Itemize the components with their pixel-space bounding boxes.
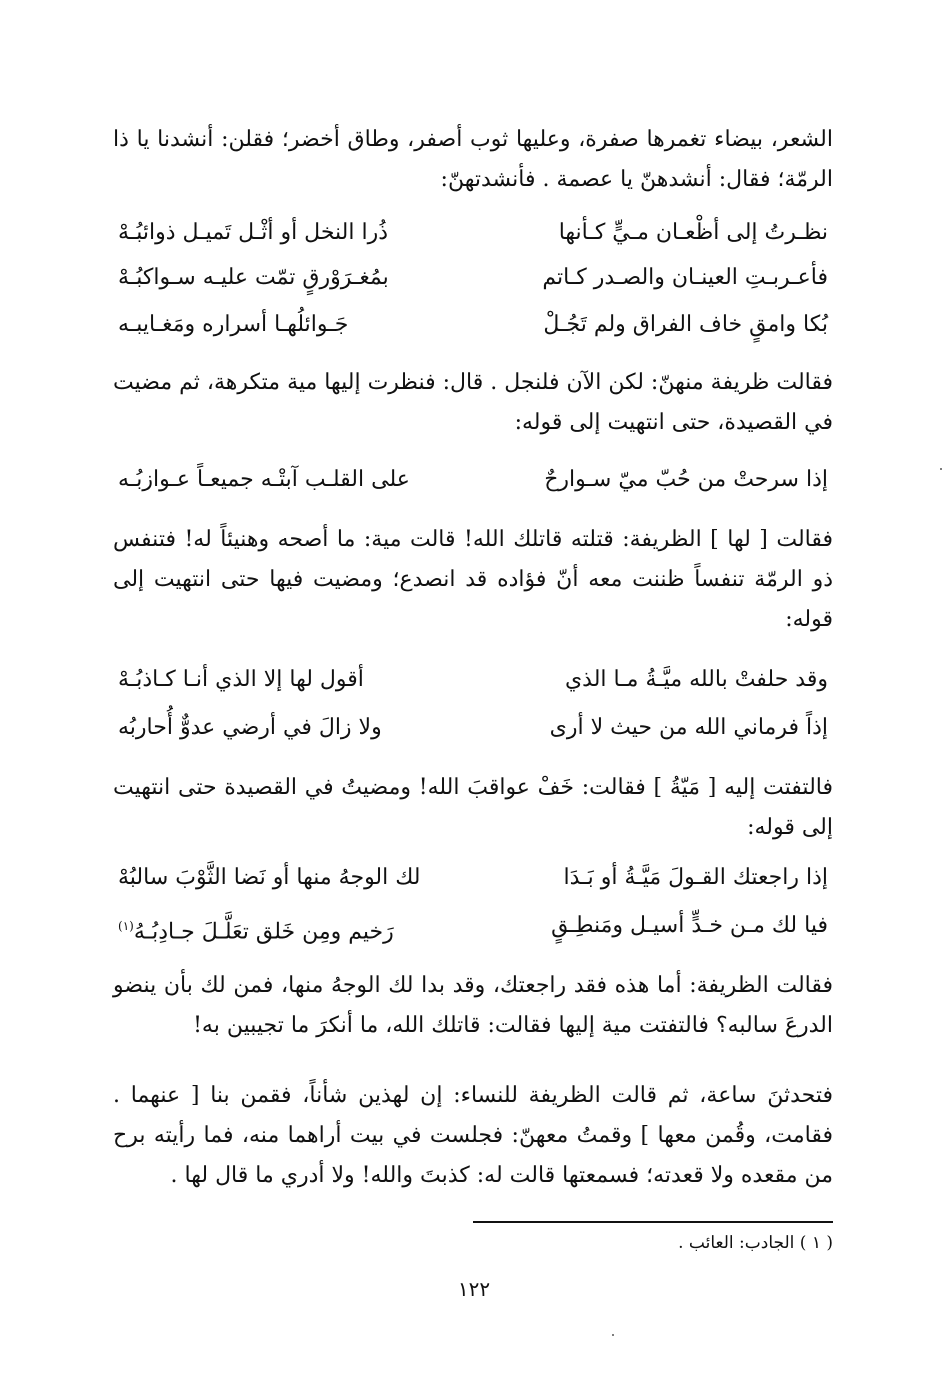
scan-speck bbox=[940, 468, 942, 470]
verse-5-first-hemistich: وقد حلفتْ بالله ميَّـةُ مـا الذي bbox=[564, 667, 828, 692]
verse-3-second-hemistich: جَـوائلُهـا أسراره ومَغـايبـه bbox=[118, 312, 349, 337]
page-number: ١٢٢ bbox=[457, 1277, 491, 1301]
verse-7-first-hemistich: إذا راجعتك القـولَ مَيَّـةُ أو بَـدَا bbox=[563, 865, 828, 890]
verse-7 bbox=[118, 858, 828, 898]
verse-8-first-hemistich: فيا لك مـن خـدٍّ أسيـل ومَنطِـقٍ bbox=[551, 913, 828, 938]
verse-3-first-hemistich: بُكا وامقٍ خاف الفراق ولم تَجُـلْ bbox=[543, 312, 828, 337]
scan-speck bbox=[612, 1334, 614, 1336]
verse-7-second-hemistich: لك الوجهُ منها أو نَضا الثَّوْبَ سالبُهْ bbox=[118, 865, 421, 890]
footnote-separator bbox=[473, 1221, 833, 1223]
paragraph-1: الشعر، بيضاء تغمرها صفرة، وعليها ثوب أصفر، وطاق أخضر؛ فقلن: أنشدنا يا ذا الرمّة؛ فقال: أنشدهنّ يا عصمة . فأنشدتهنّ: bbox=[113, 127, 833, 192]
paragraph-5: فقالت الظريفة: أما هذه فقد راجعتك، وقد بدا لك الوجهُ منها، فمن لك بأن ينضو الدرعَ سالبه؟ فالتفتت مية إليها فقالت: قاتلك الله، ما أنكرَ ما تجيبين به! bbox=[113, 973, 833, 1038]
footnote: ( ١ ) الجادب: العائب . bbox=[678, 1233, 833, 1253]
verse-6 bbox=[118, 708, 828, 748]
verse-4-second-hemistich: على القلـب آبتْـه جميعـاً عـوازبُـه bbox=[118, 467, 410, 492]
verse-5 bbox=[118, 660, 828, 700]
paragraph-6: فتحدثنَ ساعة، ثم قالت الظريفة للنساء: إن لهذين شأناً، فقمن بنا [ عنهما . فقامت، وقُمن معها ] وقمتُ معهنّ: فجلست في بيت أراهما منه، فما رأيته برح من مقعده ولا قعدته؛ فسمعتها قالت له: كذبتَ والله! ولا أدري ما قال لها . bbox=[113, 1083, 833, 1188]
verse-6-second-hemistich: ولا زالَ في أرضي عدوٌّ أُحاربُه bbox=[118, 715, 382, 740]
verse-4 bbox=[118, 460, 828, 500]
verse-3 bbox=[118, 305, 828, 345]
verse-8-second-text: رَخيم ومِن خَلق تعَلَّـلَ جـادِبُـهُ bbox=[133, 919, 394, 945]
verse-6-first-hemistich: إذاً فرماني الله من حيث لا أرى bbox=[549, 715, 828, 740]
verse-1-first-hemistich: نظـرتُ إلى أظْعـان مـيٍّ كـأنها bbox=[558, 220, 828, 245]
verse-1 bbox=[118, 213, 828, 253]
verse-2 bbox=[118, 258, 828, 298]
paragraph-3: فقالت [ لها ] الظريفة: قتلته قاتلك الله! قالت مية: ما أصحه وهنيئاً له! فتنفس ذو الرمّة تنفساً ظننت معه أنّ فؤاده قد انصدع؛ ومضيت فيها حتى انتهيت إلى قوله: bbox=[113, 527, 833, 632]
verse-2-second-hemistich: بمُغـرَوْرقٍ تمّت عليـه سـواكبُـهْ bbox=[118, 265, 389, 290]
verse-1-second-hemistich: ذُرا النخل أو أثْـل تَميـل ذوائبُـهْ bbox=[118, 220, 389, 245]
verse-5-second-hemistich: أقول لها إلا الذي أنـا كـاذبُـهْ bbox=[118, 667, 364, 692]
paragraph-4: فالتفتت إليه [ مَيّةُ ] فقالت: خَفْ عواقبَ الله! ومضيتُ في القصيدة حتى انتهيت إلى قوله: bbox=[113, 775, 833, 840]
footnote-marker: (١) bbox=[118, 919, 134, 933]
verse-4-first-hemistich: إذا سرحتْ من حُبّ ميّ سـوارحٌ bbox=[544, 467, 828, 492]
verse-8-second-hemistich bbox=[118, 906, 458, 952]
verse-8 bbox=[118, 906, 828, 946]
verse-2-first-hemistich: فأعـربـتِ العينـان والصـدر كـاتم bbox=[542, 265, 828, 290]
paragraph-2: فقالت ظريفة منهنّ: لكن الآن فلنجل . قال: فنظرت إليها مية متكرهة، ثم مضيت في القصيدة، حتى انتهيت إلى قوله: bbox=[113, 370, 833, 435]
